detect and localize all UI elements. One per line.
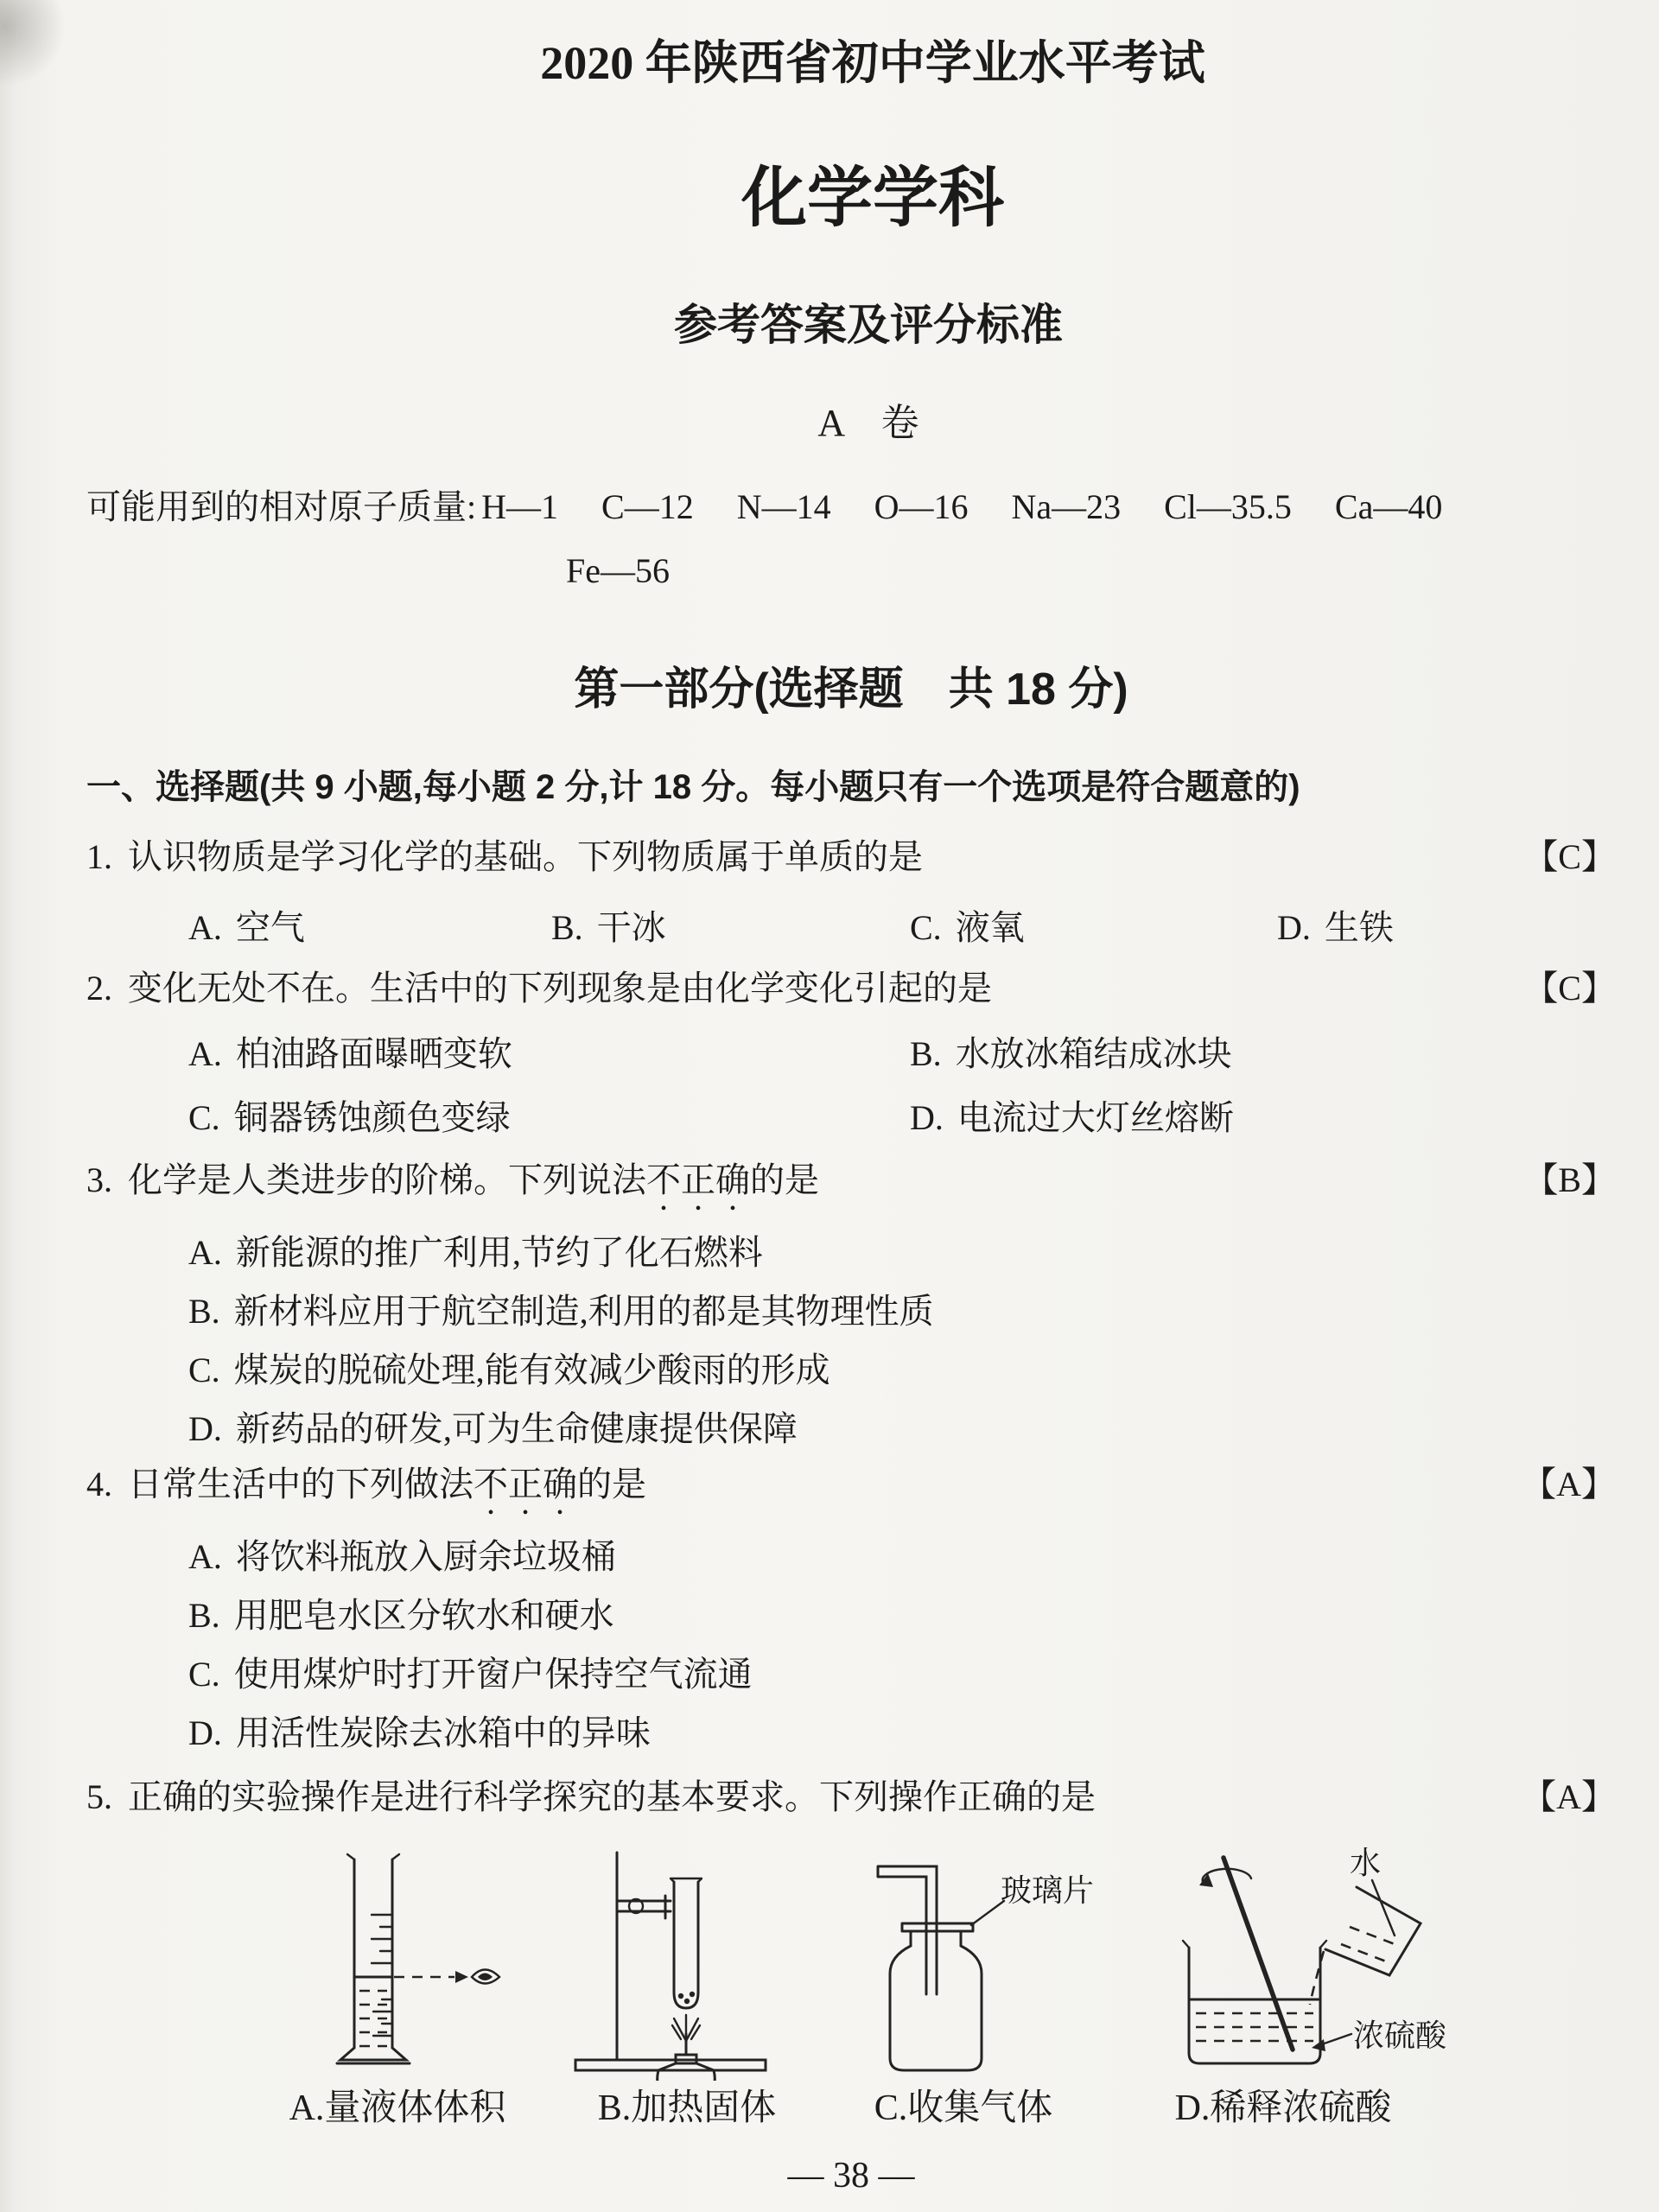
atomic-mass-fe: Fe—56	[566, 551, 670, 590]
q3-option-c: C. 煤炭的脱硫处理,能有效减少酸雨的形成	[188, 1351, 830, 1389]
part1-heading: 第一部分(选择题 共 18 分)	[574, 664, 1128, 715]
q4-option-a: A. 将饮料瓶放入厨余垃圾桶	[188, 1537, 616, 1576]
question-5-text: 正确的实验操作是进行科学探究的基本要求。下列操作正确的是	[128, 1777, 1096, 1816]
figure-c-collect-gas	[830, 1847, 1097, 2133]
figure-d-dilute-acid	[1097, 1847, 1469, 2133]
glass-plate-annotation: 玻璃片	[1001, 1873, 1095, 1908]
question-4-stem-row	[86, 1460, 1616, 1522]
question-1-stem	[86, 833, 923, 881]
question-4-stem	[86, 1460, 646, 1522]
figure-b-label: B.加热固体	[597, 2088, 777, 2128]
figure-c-label: C.收集气体	[874, 2088, 1053, 2128]
atomic-mass-o: O—16	[874, 487, 969, 526]
question-2-options	[188, 1030, 1616, 1142]
atomic-masses-label: 可能用到的相对原子质量:	[86, 487, 477, 526]
question-4-answer: 【A】	[1522, 1465, 1616, 1503]
doc-title: 参考答案及评分标准	[674, 301, 1063, 349]
question-4-options	[188, 1533, 1616, 1758]
atomic-mass-h: H—1	[481, 487, 559, 526]
graduated-cylinder-figure	[251, 1847, 544, 2081]
question-4-text-emphasis: 不正确	[474, 1465, 577, 1503]
atomic-masses-items	[481, 482, 1442, 532]
subject-title: 化学学科	[741, 162, 1004, 235]
question-2-answer: 【C】	[1523, 969, 1616, 1007]
atomic-mass-ca: Ca—40	[1334, 487, 1443, 526]
figure-d-label: D.稀释浓硫酸	[1174, 2088, 1392, 2128]
water-annotation: 水	[1350, 1846, 1382, 1880]
question-1-stem-row	[86, 833, 1616, 881]
q1-option-c: C. 液氧	[910, 908, 1025, 947]
question-3-text-post: 的是	[750, 1160, 819, 1199]
q3-option-b: B. 新材料应用于航空制造,利用的都是其物理性质	[188, 1292, 934, 1331]
question-2-text: 变化无处不在。生活中的下列现象是由化学变化引起的是	[128, 969, 992, 1007]
figure-a-measure-liquid-volume	[251, 1847, 544, 2133]
atomic-mass-c: C—12	[601, 487, 694, 526]
question-1-answer: 【C】	[1523, 837, 1616, 876]
eye-icon	[472, 1970, 499, 1984]
question-2-number: 2.	[86, 969, 112, 1007]
question-3-stem-row	[86, 1156, 1616, 1218]
question-4-text-post: 的是	[577, 1465, 646, 1503]
concentrated-acid-annotation: 浓硫酸	[1353, 2018, 1447, 2053]
question-5-stem-row	[86, 1773, 1616, 1821]
atomic-mass-n: N—14	[736, 487, 831, 526]
gas-collection-figure	[830, 1847, 1097, 2081]
q3-option-d: D. 新药品的研发,可为生命健康提供保障	[188, 1409, 798, 1448]
figure-a-label: A.量液体体积	[289, 2088, 506, 2128]
question-3-options	[188, 1229, 1616, 1453]
q2-option-b: B. 水放冰箱结成冰块	[910, 1034, 1232, 1073]
atomic-masses-line	[86, 482, 1616, 532]
question-5-answer: 【A】	[1522, 1777, 1616, 1816]
question-5-stem	[86, 1773, 1096, 1821]
paper-a-label: A 卷	[817, 402, 919, 444]
exam-title: 2020 年陕西省初中学业水平考试	[540, 37, 1205, 89]
question-5-figures	[251, 1847, 1616, 2133]
q2-option-a: A. 柏油路面曝晒变软	[188, 1034, 512, 1073]
q4-option-c: C. 使用煤炉时打开窗户保持空气流通	[188, 1655, 753, 1694]
q1-option-b: B. 干冰	[551, 908, 666, 947]
question-1-text: 认识物质是学习化学的基础。下列物质属于单质的是	[128, 837, 923, 876]
question-3-stem	[86, 1156, 819, 1218]
atomic-mass-cl: Cl—35.5	[1164, 487, 1292, 526]
part1-instructions: 一、选择题(共 9 小题,每小题 2 分,计 18 分。每小题只有一个选项是符合题意的)	[86, 768, 1300, 806]
q2-option-c: C. 铜器锈蚀颜色变绿	[188, 1098, 511, 1137]
question-4-text-pre: 日常生活中的下列做法	[128, 1465, 474, 1503]
question-4-number: 4.	[86, 1465, 112, 1503]
question-2-stem-row	[86, 964, 1616, 1013]
heating-setup-figure	[544, 1847, 830, 2081]
q3-option-a: A. 新能源的推广利用,节约了化石燃料	[188, 1233, 763, 1272]
question-1-number: 1.	[86, 837, 112, 876]
atomic-mass-na: Na—23	[1011, 487, 1122, 526]
q4-option-d: D. 用活性炭除去冰箱中的异味	[188, 1713, 651, 1752]
question-3-number: 3.	[86, 1160, 112, 1199]
question-1-options	[188, 904, 1616, 952]
acid-dilution-figure	[1097, 1847, 1469, 2081]
question-2-stem	[86, 964, 992, 1013]
graduated-cylinder-drawing	[251, 1847, 536, 2081]
figure-b-heat-solid	[544, 1847, 830, 2133]
q1-option-a: A. 空气	[188, 908, 305, 947]
q4-option-b: B. 用肥皂水区分软水和硬水	[188, 1596, 614, 1635]
question-3-text-pre: 化学是人类进步的阶梯。下列说法	[128, 1160, 646, 1199]
question-3-answer: 【B】	[1523, 1160, 1616, 1199]
q2-option-d: D. 电流过大灯丝熔断	[910, 1098, 1234, 1137]
question-3-text-emphasis: 不正确	[646, 1160, 750, 1199]
heating-setup-drawing	[544, 1847, 830, 2081]
question-5-number: 5.	[86, 1777, 112, 1816]
page-number: — 38 —	[787, 2156, 915, 2196]
q1-option-d: D. 生铁	[1277, 908, 1394, 947]
